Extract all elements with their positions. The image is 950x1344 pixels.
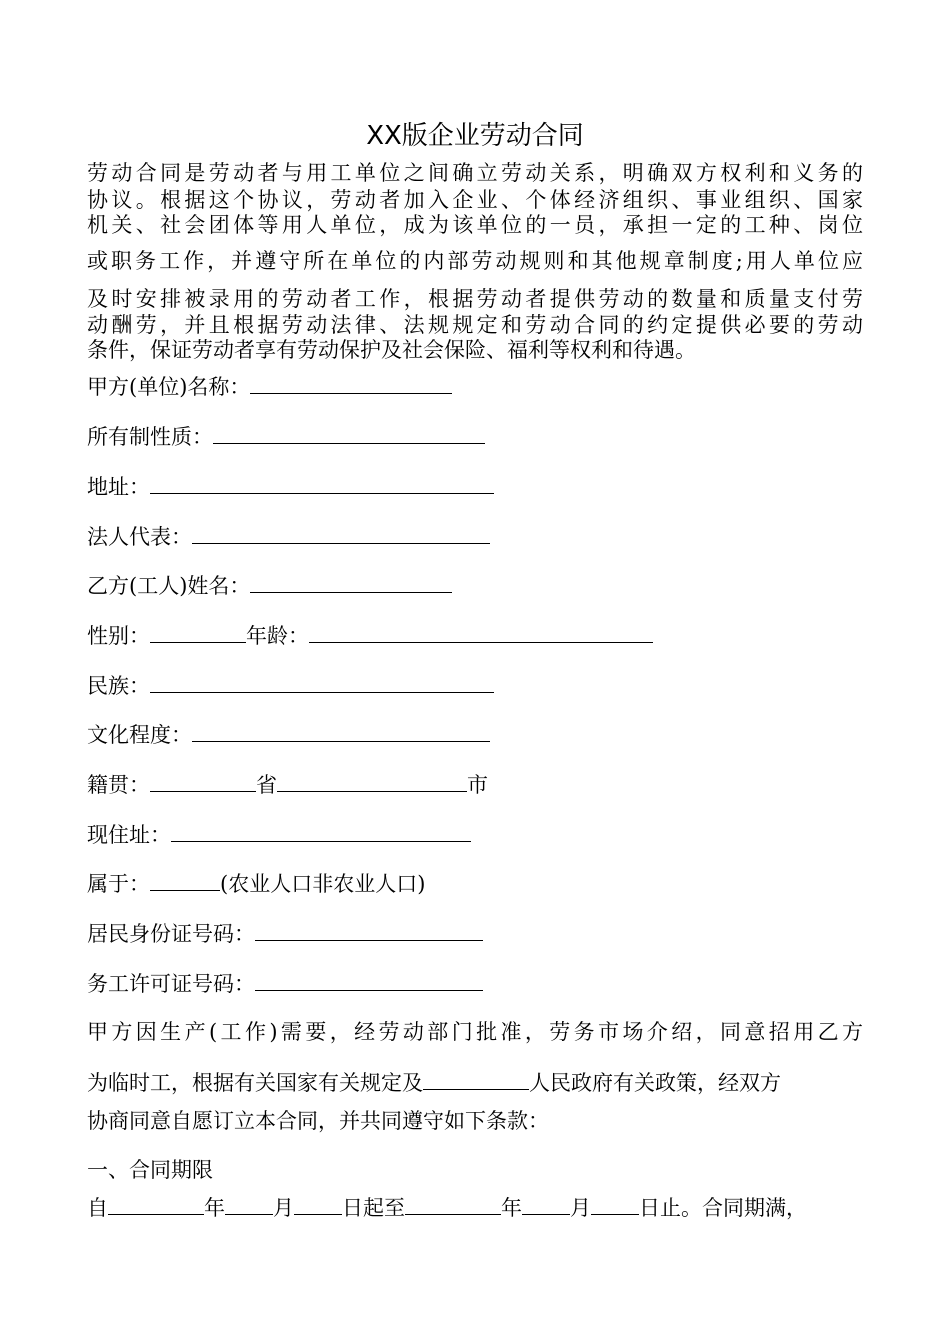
intro-line-7: 条件，保证劳动者享有劳动保护及社会保险、福利等权利和待遇。: [87, 338, 696, 362]
population-type-label: (农业人口非农业人口): [220, 872, 426, 896]
field-address: [87, 471, 494, 502]
field-label: 甲方(单位)名称：: [87, 375, 251, 399]
field-work-permit: [87, 968, 483, 999]
field-label: 所有制性质：: [87, 425, 213, 449]
end-month-blank[interactable]: [522, 1192, 570, 1215]
field-gender-age: [87, 620, 653, 651]
field-label: 乙方(工人)姓名：: [87, 574, 251, 598]
gender-label: 性别：: [87, 624, 150, 648]
field-label: 现住址：: [87, 823, 171, 847]
field-belongs-to: [87, 868, 425, 899]
section-heading: 一、合同期限: [87, 1158, 213, 1182]
ethnicity-blank[interactable]: [150, 670, 494, 693]
document-title: XX版企业劳动合同: [366, 121, 584, 151]
field-label: 属于：: [87, 872, 150, 896]
term-text: 年: [204, 1196, 225, 1220]
worker-name-blank[interactable]: [250, 570, 452, 593]
intro-line-1: 劳动合同是劳动者与用工单位之间确立劳动关系，明确双方权利和义务的: [87, 161, 863, 185]
term-text: 日止。合同期满，: [639, 1196, 807, 1220]
age-label: 年龄：: [246, 624, 309, 648]
belongs-to-blank[interactable]: [150, 868, 220, 891]
province-label: 省: [256, 773, 277, 797]
field-current-address: [87, 819, 471, 850]
term-text: 年: [501, 1196, 522, 1220]
end-day-blank[interactable]: [591, 1192, 639, 1215]
term-text: 月: [570, 1196, 591, 1220]
field-label: 民族：: [87, 674, 150, 698]
intro-line-2: 协议。根据这个协议，劳动者加入企业、个体经济组织、事业组织、国家: [87, 188, 863, 212]
field-ethnicity: [87, 670, 494, 701]
intro-line-6: 动酬劳，并且根据劳动法律、法规规定和劳动合同的约定提供必要的劳动: [87, 313, 863, 337]
legal-rep-blank[interactable]: [192, 521, 490, 544]
contract-term-line: [87, 1192, 807, 1223]
id-number-blank[interactable]: [255, 918, 483, 941]
age-blank[interactable]: [309, 620, 653, 643]
clause-text: 人民政府有关政策，经双方: [529, 1071, 781, 1095]
clause-line-1: 甲方因生产(工作)需要，经劳动部门批准，劳务市场介绍，同意招用乙方: [87, 1020, 863, 1044]
native-place-label: 籍贯：: [87, 773, 150, 797]
clause-line-3: 协商同意自愿订立本合同，并共同遵守如下条款：: [87, 1109, 549, 1133]
field-label: 法人代表：: [87, 525, 192, 549]
intro-line-3: 机关、社会团体等用人单位，成为该单位的一员，承担一定的工种、岗位: [87, 213, 863, 237]
field-id-number: [87, 918, 483, 949]
employer-name-blank[interactable]: [250, 371, 452, 394]
ownership-blank[interactable]: [213, 421, 485, 444]
field-native-place: [87, 769, 488, 800]
current-address-blank[interactable]: [171, 819, 471, 842]
field-ownership: [87, 421, 485, 452]
end-year-blank[interactable]: [405, 1192, 501, 1215]
field-label: 务工许可证号码：: [87, 972, 255, 996]
term-text: 日起至: [342, 1196, 405, 1220]
field-employer-name: [87, 371, 452, 402]
province-blank[interactable]: [150, 769, 256, 792]
city-blank[interactable]: [277, 769, 467, 792]
clause-text: 为临时工，根据有关国家有关规定及: [87, 1071, 423, 1095]
term-text: 自: [87, 1196, 108, 1220]
address-blank[interactable]: [150, 471, 494, 494]
field-legal-rep: [87, 521, 490, 552]
start-year-blank[interactable]: [108, 1192, 204, 1215]
education-blank[interactable]: [192, 719, 490, 742]
intro-line-5: 及时安排被录用的劳动者工作，根据劳动者提供劳动的数量和质量支付劳: [87, 287, 863, 311]
field-worker-name: [87, 570, 452, 601]
start-month-blank[interactable]: [225, 1192, 273, 1215]
work-permit-blank[interactable]: [255, 968, 483, 991]
field-label: 居民身份证号码：: [87, 922, 255, 946]
field-label: 地址：: [87, 475, 150, 499]
start-day-blank[interactable]: [294, 1192, 342, 1215]
clause-line-2: [87, 1067, 781, 1098]
intro-line-4: 或职务工作，并遵守所在单位的内部劳动规则和其他规章制度;用人单位应: [87, 249, 863, 273]
gender-blank[interactable]: [150, 620, 246, 643]
term-text: 月: [273, 1196, 294, 1220]
field-education: [87, 719, 490, 750]
government-blank[interactable]: [423, 1067, 529, 1090]
city-label: 市: [467, 773, 488, 797]
field-label: 文化程度：: [87, 723, 192, 747]
